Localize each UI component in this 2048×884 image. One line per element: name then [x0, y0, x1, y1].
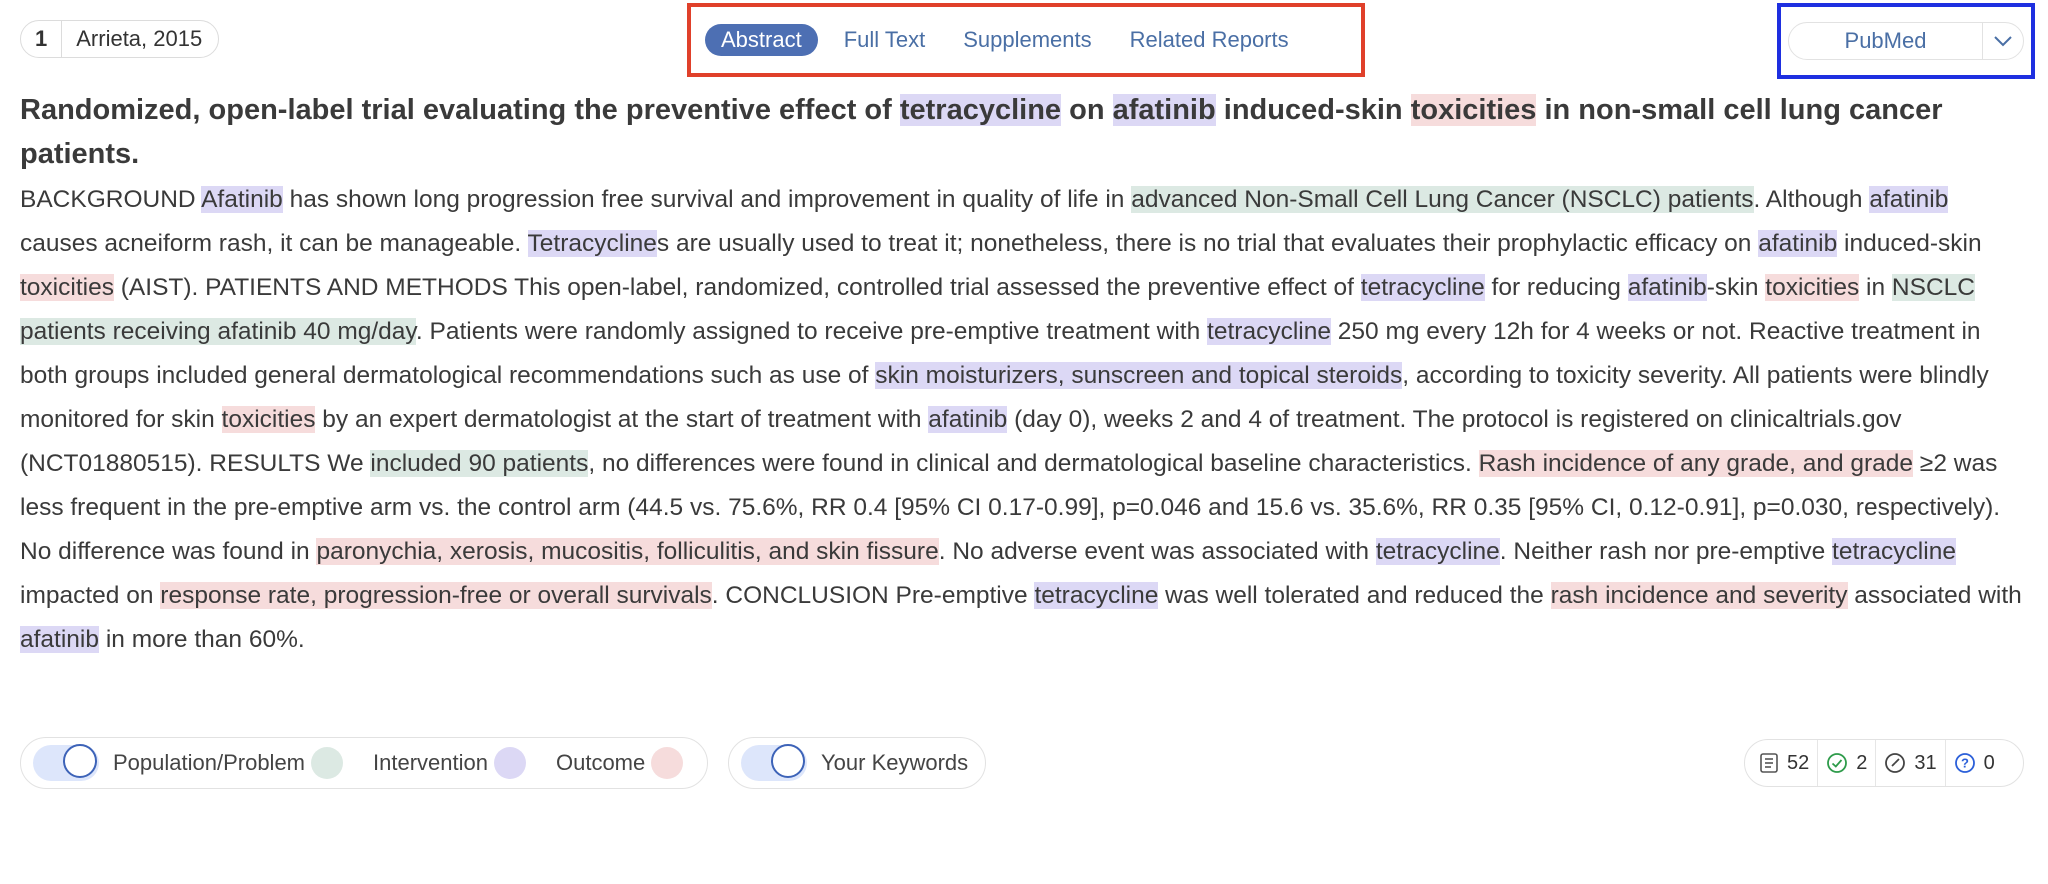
population-color-dot: [311, 747, 343, 779]
tab-full-text[interactable]: Full Text: [843, 27, 926, 52]
tab-related-reports[interactable]: Related Reports: [1129, 27, 1289, 52]
stat-included-count: 2: [1856, 751, 1868, 774]
highlight-intervention: tetracycline: [899, 94, 1062, 126]
document-icon: [1759, 752, 1779, 774]
highlight-intervention: tetracycline: [1034, 582, 1159, 609]
highlight-intervention: afatinib: [20, 626, 100, 653]
abstract-segment: . No adverse event was associated with: [938, 538, 1376, 565]
title-text: on: [1061, 94, 1113, 126]
highlight-outcome: Rash incidence of any grade, and grade: [1478, 450, 1914, 477]
abstract-segment: causes acneiform rash, it can be manageable.: [20, 230, 528, 257]
title-text: in non-small cell lung cancer patients.: [20, 94, 1943, 170]
abstract-segment: by an expert dermatologist at the start of treatment with: [315, 406, 929, 433]
tab-abstract[interactable]: Abstract: [705, 24, 818, 56]
abstract-segment: induced-skin: [1837, 230, 1982, 257]
highlight-intervention: Afatinib: [201, 186, 283, 213]
reference-pill: [20, 20, 219, 58]
tabs-frame: [687, 3, 1365, 77]
abstract-segment: . Neither rash nor pre-emptive: [1499, 538, 1833, 565]
tab-bar: [705, 22, 1315, 58]
abstract-segment: , according to toxicity severity. All patients were blindly monitored for skin: [20, 362, 1989, 433]
clock-circle-icon: [1884, 752, 1906, 774]
abstract-segment: ≥2 was less frequent in the pre-emptive arm vs. the control arm (44.5 vs. 75.6%, RR 0.4 [95% CI 0.17-0.99], p=0.046 and 15.6 vs. 35.6%, RR 0.35 [95% CI, 0.12-0.91], p=0.030, respectively). No difference was found in: [20, 450, 2001, 565]
highlight-population: included 90 patients: [370, 450, 589, 477]
stat-included[interactable]: [1817, 740, 1875, 786]
legend-label-population: Population/Problem: [113, 750, 306, 775]
stat-uncertain-count: 0: [1983, 751, 1995, 774]
abstract-segment: in: [1859, 274, 1892, 301]
highlight-intervention: tetracycline: [1375, 538, 1500, 565]
abstract-segment: , no differences were found in clinical and dermatological baseline characteristics.: [588, 450, 1479, 477]
abstract-segment: . Patients were randomly assigned to receive pre-emptive treatment with: [415, 318, 1208, 345]
question-circle-icon: [1954, 752, 1976, 774]
abstract-segment: . Although: [1753, 186, 1870, 213]
abstract-segment: -skin: [1706, 274, 1766, 301]
chevron-down-icon[interactable]: [1982, 23, 2023, 59]
highlight-intervention: afatinib: [1627, 274, 1707, 301]
abstract-segment: (AIST). PATIENTS AND METHODS This open-label, randomized, controlled trial assessed the preventive effect of: [113, 274, 1361, 301]
abstract-segment: was well tolerated and reduced the: [1158, 582, 1551, 609]
abstract-text: [20, 178, 2032, 662]
highlight-intervention: tetracycline: [1207, 318, 1331, 345]
abstract-segment: 250 mg every 12h for 4 weeks or not. Reactive treatment in both groups included general dermatological recommendations such as use of: [20, 318, 1981, 389]
abstract-segment: (day 0), weeks 2 and 4 of treatment. The protocol is registered on clinicaltrials.gov (NCT01880515). RESULTS We: [20, 406, 1902, 477]
toggle-knob: [771, 744, 805, 778]
title-text: Randomized, open-label trial evaluating the preventive effect of: [20, 94, 900, 126]
abstract-segment: for reducing: [1484, 274, 1628, 301]
check-circle-icon: [1826, 752, 1848, 774]
highlight-legend: [20, 737, 708, 789]
keywords-toggle-pill: [728, 737, 986, 789]
highlight-intervention: afatinib: [1869, 186, 1949, 213]
highlight-intervention: skin moisturizers, sunscreen and topical steroids: [875, 362, 1403, 389]
highlight-intervention: afatinib: [928, 406, 1008, 433]
stat-pending[interactable]: [1875, 740, 1944, 786]
toggle-knob: [63, 744, 97, 778]
screening-stats: [1744, 739, 2024, 787]
svg-text:?: ?: [1960, 755, 1969, 771]
tab-supplements[interactable]: Supplements: [963, 27, 1092, 52]
stat-pending-count: 31: [1914, 751, 1937, 774]
abstract-segment: has shown long progression free survival and improvement in quality of life in: [282, 186, 1132, 213]
highlight-intervention: tetracycline: [1832, 538, 1956, 565]
abstract-segment: impacted on: [20, 582, 161, 609]
highlight-intervention: afatinib: [1112, 94, 1216, 126]
legend-label-intervention: Intervention: [373, 750, 488, 775]
database-frame: [1777, 3, 2035, 79]
stat-uncertain[interactable]: [1945, 740, 2003, 786]
outcome-color-dot: [651, 747, 683, 779]
article-title: [20, 88, 2010, 176]
keywords-label: Your Keywords: [821, 750, 969, 775]
highlight-intervention: tetracycline: [1360, 274, 1485, 301]
highlight-intervention: Tetracycline: [527, 230, 657, 257]
highlight-population: advanced Non-Small Cell Lung Cancer (NSCLC) patients: [1131, 186, 1754, 213]
database-select[interactable]: [1788, 22, 2024, 60]
intervention-color-dot: [494, 747, 526, 779]
highlight-outcome: toxicities: [1410, 94, 1537, 126]
pico-highlight-toggle[interactable]: [33, 745, 99, 781]
highlight-intervention: afatinib: [1758, 230, 1838, 257]
abstract-segment: associated with: [1847, 582, 2022, 609]
highlight-outcome: toxicities: [20, 274, 114, 301]
database-selected-label: PubMed: [1844, 28, 1927, 53]
legend-label-outcome: Outcome: [555, 750, 646, 775]
stat-documents[interactable]: [1759, 740, 1817, 786]
highlight-outcome: paronychia, xerosis, mucositis, folliculitis, and skin fissure: [316, 538, 939, 565]
stat-documents-count: 52: [1787, 751, 1810, 774]
highlight-population: NSCLC patients receiving afatinib 40 mg/day: [20, 274, 1975, 345]
highlight-outcome: toxicities: [221, 406, 316, 433]
abstract-segment: . CONCLUSION Pre-emptive: [711, 582, 1035, 609]
abstract-segment: BACKGROUND: [20, 186, 202, 213]
title-text: induced-skin: [1215, 94, 1411, 126]
keywords-toggle[interactable]: [741, 745, 807, 781]
abstract-segment: s are usually used to treat it; nonetheless, there is no trial that evaluates their prophylactic efficacy on: [656, 230, 1759, 257]
reference-author-year: Arrieta, 2015: [76, 26, 203, 51]
reference-number: 1: [21, 21, 62, 57]
highlight-outcome: rash incidence and severity: [1550, 582, 1848, 609]
highlight-outcome: toxicities: [1765, 274, 1860, 301]
highlight-outcome: response rate, progression-free or overall survivals: [160, 582, 712, 609]
abstract-segment: in more than 60%.: [99, 626, 305, 653]
